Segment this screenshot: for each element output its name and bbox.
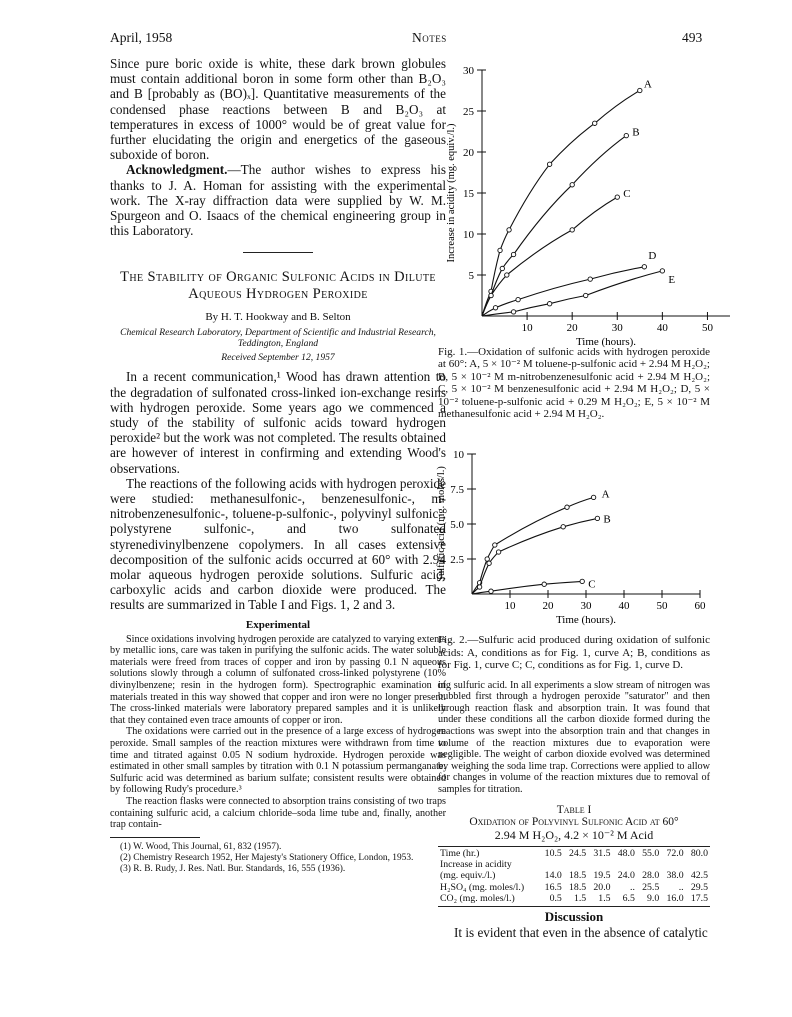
x-tick-label: 20 — [542, 600, 554, 613]
table-cell: .. — [630, 881, 635, 893]
x-tick-label: 10 — [521, 322, 533, 334]
table-cell: 17.5 — [690, 893, 708, 905]
footnote-3: (3) R. B. Rudy, J. Res. Natl. Bur. Standards, 16, 555 (1936). — [120, 863, 346, 874]
series-label-A: A — [601, 488, 610, 501]
series-label-B: B — [603, 513, 611, 526]
footnote-divider — [110, 837, 200, 838]
table-cell: 24.0 — [617, 870, 635, 882]
table-row-label: H₂SO₄ (mg. moles/l.) — [440, 881, 525, 893]
y-tick-label: 10 — [463, 229, 474, 241]
article-authors: By H. T. Hookway and B. Selton — [205, 311, 351, 324]
table-cell: 24.5 — [569, 847, 587, 859]
y-tick-label: 30 — [463, 65, 474, 77]
table-cell — [613, 859, 637, 870]
data-point-B — [595, 517, 599, 521]
x-tick-label: 20 — [566, 322, 578, 334]
data-point-A — [493, 543, 497, 547]
intro-paragraph: Since pure boric oxide is white, these dark brown globules must contain additional boron in some form other than B₂O₃ and B [probably as (BO)ₓ]. Quantitative measurements of the condensed phase reactions between B and B₂O₃ at temperatures in excess of 1000° would be of great value for further elucidating the origin and energetics of the gaseous suboxide of boron. — [110, 56, 446, 163]
table-cell — [564, 859, 588, 870]
data-point-C — [570, 228, 574, 232]
y-tick-label: 10 — [453, 449, 464, 462]
table-row — [438, 848, 710, 859]
data-point-B — [496, 550, 500, 554]
data-point-A — [638, 88, 642, 92]
table-cell: 14.0 — [544, 870, 562, 882]
x-axis-label: Time (hours). — [555, 614, 617, 627]
table-cell: 0.5 — [549, 893, 562, 905]
x-tick-label: 30 — [580, 600, 592, 613]
table-cell: 31.5 — [593, 847, 611, 859]
data-point-C — [615, 195, 619, 199]
footnote-2: (2) Chemistry Research 1952, Her Majesty's Stationery Office, London, 1953. — [120, 852, 414, 863]
series-label-C: C — [588, 578, 596, 591]
table-cell: 18.5 — [569, 870, 587, 882]
table-cell: 1.5 — [598, 893, 611, 905]
data-point-C — [489, 589, 493, 593]
data-point-D — [588, 277, 592, 281]
y-axis-label: Sulfuric acid (mg. moles/l.) — [436, 466, 447, 583]
table-cell: 80.0 — [690, 847, 708, 859]
data-point-A — [591, 496, 595, 500]
x-tick-label: 40 — [656, 322, 668, 334]
table-row-label: CO₂ (mg. moles/l.) — [440, 893, 515, 905]
series-label-C: C — [623, 188, 631, 201]
data-point-E — [584, 293, 588, 297]
x-axis-label: Time (hours). — [575, 336, 637, 348]
data-point-A — [507, 228, 511, 232]
series-label-A: A — [643, 78, 652, 91]
table-cell — [588, 859, 612, 870]
y-tick-label: 5 — [468, 270, 474, 282]
table-cell: 20.0 — [593, 881, 611, 893]
x-tick-label: 30 — [611, 322, 623, 334]
y-tick-label: 2.5 — [450, 554, 464, 567]
experimental-paragraph-1: Since oxidations involving hydrogen peroxide are catalyzed to varying extents by metallic ions, care was taken in purifying the sulfonic acids. The water soluble materials were freed from traces of copper and iron by passing 0.1 N aqueous solutions slowly through a column of sulfonated cross-linked polystyrene (10% divinylbenzene; resin in the hydrogen form). Spectrographic examination of materials treated in this way showed that copper and iron were no longer present. The cross-linked materials were laboratory prepared samples and it is unlikely that they contained even trace amounts of copper or iron. — [110, 633, 446, 726]
data-point-B — [561, 525, 565, 529]
series-line-C — [482, 197, 617, 316]
experimental-paragraph-2: The oxidations were carried out in the presence of a large excess of hydrogen peroxide. Small samples of the reaction mixtures were withdrawn from time to time and titrated against 0.05 N sodium hydroxide. Hydrogen peroxide was estimated in other small samples by titration with 0.1 N potassium permanganate. Sulfuric acid was determined as barium sulfate; consistent results were obtained by following Rudy's procedure.³ — [110, 726, 446, 796]
data-point-E — [511, 310, 515, 314]
table-cell: 18.5 — [569, 881, 587, 893]
figure-1-chart — [438, 60, 713, 348]
table-cell: 29.5 — [690, 881, 708, 893]
table-cell: 19.5 — [593, 870, 611, 882]
table-label: Table I — [556, 803, 592, 816]
received-date: Received September 12, 1957 — [221, 352, 335, 364]
table-cell: 6.5 — [622, 893, 635, 905]
y-tick-label: 25 — [463, 106, 474, 118]
table-1 — [438, 846, 710, 907]
series-line-B — [472, 519, 597, 595]
series-line-A — [472, 498, 594, 595]
data-point-A — [593, 121, 597, 125]
data-point-B — [487, 561, 491, 565]
table-cell: 16.0 — [666, 893, 684, 905]
table-cell: 1.5 — [573, 893, 587, 905]
table-row-label: Time (hr.) — [440, 847, 480, 859]
y-tick-label: 7.5 — [450, 484, 464, 497]
table-cell: 28.0 — [642, 870, 660, 882]
footnote-1: (1) W. Wood, This Journal, 61, 832 (1957). — [120, 841, 282, 852]
figure-1-caption: Fig. 1.—Oxidation of sulfonic acids with hydrogen peroxide at 60°: A, 5 × 10⁻² M toluene-p-sulfonic acid + 2.94 M H₂O₂; B, 5 × 10⁻² M m-nitrobenzenesulfonic acid + 2.94 M H₂O₂; C, 5 × 10⁻² M benzenesulfonic acid + 2.94 M H₂O₂; D, 5 × 10⁻² toluene-p-sulfonic acid + 0.29 M H₂O₂; E, 5 × 10⁻² M methanesulfonic acid + 2.94 M H₂O₂. — [438, 346, 710, 421]
table-cell — [637, 859, 661, 870]
article-title: The Stability of Organic Sulfonic Acids in Dilute Aqueous Hydrogen Peroxide — [120, 269, 436, 303]
data-point-B — [624, 133, 628, 137]
page-number: 493 — [682, 30, 703, 45]
running-date: April, 1958 — [110, 30, 173, 45]
y-tick-label: 5.0 — [450, 519, 464, 532]
table-cell — [661, 859, 685, 870]
data-point-B — [500, 266, 504, 270]
acknowledgment-paragraph — [110, 162, 446, 238]
running-section: Notes — [412, 30, 447, 45]
table-cell: 38.0 — [666, 870, 684, 882]
data-point-B — [570, 183, 574, 187]
data-point-C — [489, 293, 493, 297]
data-point-D — [516, 297, 520, 301]
table-row — [438, 882, 710, 893]
table-row-label: Increase in acidity — [440, 859, 512, 870]
data-point-A — [485, 557, 489, 561]
x-tick-label: 10 — [504, 600, 516, 613]
x-tick-label: 50 — [701, 322, 713, 334]
section-divider — [243, 252, 313, 253]
x-tick-label: 40 — [618, 600, 630, 613]
discussion-heading: Discussion — [544, 908, 604, 924]
table-row — [438, 859, 710, 870]
series-label-E: E — [668, 273, 676, 286]
table-cell: 48.0 — [617, 847, 635, 859]
table-row — [438, 893, 710, 904]
discussion-paragraph: It is evident that even in the absence of catalytic — [454, 924, 708, 940]
figure-2-caption: Fig. 2.—Sulfuric acid produced during oxidation of sulfonic acids: A, conditions as for Fig. 1, curve A; B, conditions as for Fig. 1, curve C; C, conditions as for Fig. 1, curve D. — [438, 634, 710, 672]
continued-paragraph: ing sulfuric acid. In all experiments a slow stream of nitrogen was bubbled first through a hydrogen peroxide "saturator" and then through reaction flask and absorption train. It was found that under these conditions all the carbon dioxide formed during the reactions was swept into the absorption train and that changes in volume of the reaction mixtures due to evaporation were negligible. The weight of carbon dioxide evolved was determined by weighing the soda lime trap. Corrections were applied to allow for changes in volume of the reaction mixtures due to removal of samples for titration. — [438, 679, 710, 795]
table-row-label: (mg. equiv./l.) — [440, 870, 496, 882]
table-cell: 16.5 — [544, 881, 562, 893]
x-tick-label: 50 — [656, 600, 668, 613]
series-label-D: D — [648, 249, 657, 262]
y-tick-label: 20 — [463, 147, 474, 159]
body-paragraph-1: In a recent communication,¹ Wood has drawn attention to the degradation of sulfonated cross-linked ion-exchange resins with hydrogen peroxide. Some years ago we commenced a study of the stability of sulfonic acids toward hydrogen peroxide² but the work was not completed. The results obtained are however of interest in confirming and extending Wood's observations. — [110, 369, 446, 476]
data-point-B — [477, 585, 481, 589]
experimental-paragraph-3: The reaction flasks were connected to absorption trains consisting of two traps containing sulfuric acid, a calcium chloride–soda lime tube and, finally, another trap contain- — [110, 796, 446, 831]
data-point-C — [542, 582, 546, 586]
left-column — [110, 56, 446, 875]
body-paragraph-2: The reactions of the following acids with hydrogen peroxide were studied: methanesulfonic-, benzenesulfonic-, m-nitrobenzenesulfonic-, toluene-p-sulfonic-, polyvinyl sulfonic-, polystyrene sulfonic-, and two sulfonated styrenedivinylbenzene copolymers. In all cases extensive decomposition of the sulfonic acids occurred at 60° with 2.94 molar aqueous hydrogen peroxide solutions. Sulfuric acid, carboxylic acids and carbon dioxide were produced. The results are summarized in Table I and Figs. 1, 2 and 3. — [110, 475, 446, 613]
data-point-A — [565, 505, 569, 509]
table-cell: 9.0 — [647, 893, 660, 905]
data-point-C — [580, 580, 584, 584]
x-tick-label: 60 — [694, 600, 706, 613]
table-cell — [539, 859, 563, 870]
y-tick-label: 15 — [463, 188, 474, 200]
acknowledgment-text: —The author wishes to express his thanks to J. A. Homan for assisting with the experimental work. The X-ray diffraction data were supplied by W. M. Spurgeon and O. Isaacs of the chemical engineering group in this Laboratory. — [110, 162, 446, 239]
table-cell: 42.5 — [690, 870, 708, 882]
table-cell: 55.0 — [642, 847, 660, 859]
series-line-A — [482, 91, 640, 317]
table-cell — [686, 859, 710, 870]
table-cell: 72.0 — [666, 847, 684, 859]
data-point-E — [660, 269, 664, 273]
series-line-E — [482, 271, 662, 316]
data-point-C — [505, 273, 509, 277]
table-1-grid — [438, 848, 710, 905]
table-cell: 25.5 — [642, 881, 660, 893]
data-point-B — [511, 252, 515, 256]
author-affiliation: Chemical Research Laboratory, Department of Scientific and Industrial Research, Teddington, England — [120, 327, 436, 350]
data-point-D — [493, 306, 497, 310]
table-cell: .. — [678, 881, 684, 893]
table-title: Oxidation of Polyvinyl Sulfonic Acid at 60° — [469, 815, 679, 828]
series-label-B: B — [632, 126, 640, 139]
table-cell: 10.5 — [544, 847, 562, 859]
experimental-heading: Experimental — [245, 618, 311, 631]
data-point-E — [547, 302, 551, 306]
figure-2-chart — [426, 426, 716, 634]
acknowledgment-label: Acknowledgment. — [126, 162, 228, 178]
data-point-A — [498, 248, 502, 252]
y-axis-label: Increase in acidity (mg. equiv./l.) — [446, 123, 457, 263]
right-column — [436, 60, 713, 940]
data-point-A — [547, 162, 551, 166]
data-point-D — [642, 265, 646, 269]
table-conditions: 2.94 M H₂O₂, 4.2 × 10⁻² M Acid — [494, 827, 654, 842]
table-row — [438, 870, 710, 881]
